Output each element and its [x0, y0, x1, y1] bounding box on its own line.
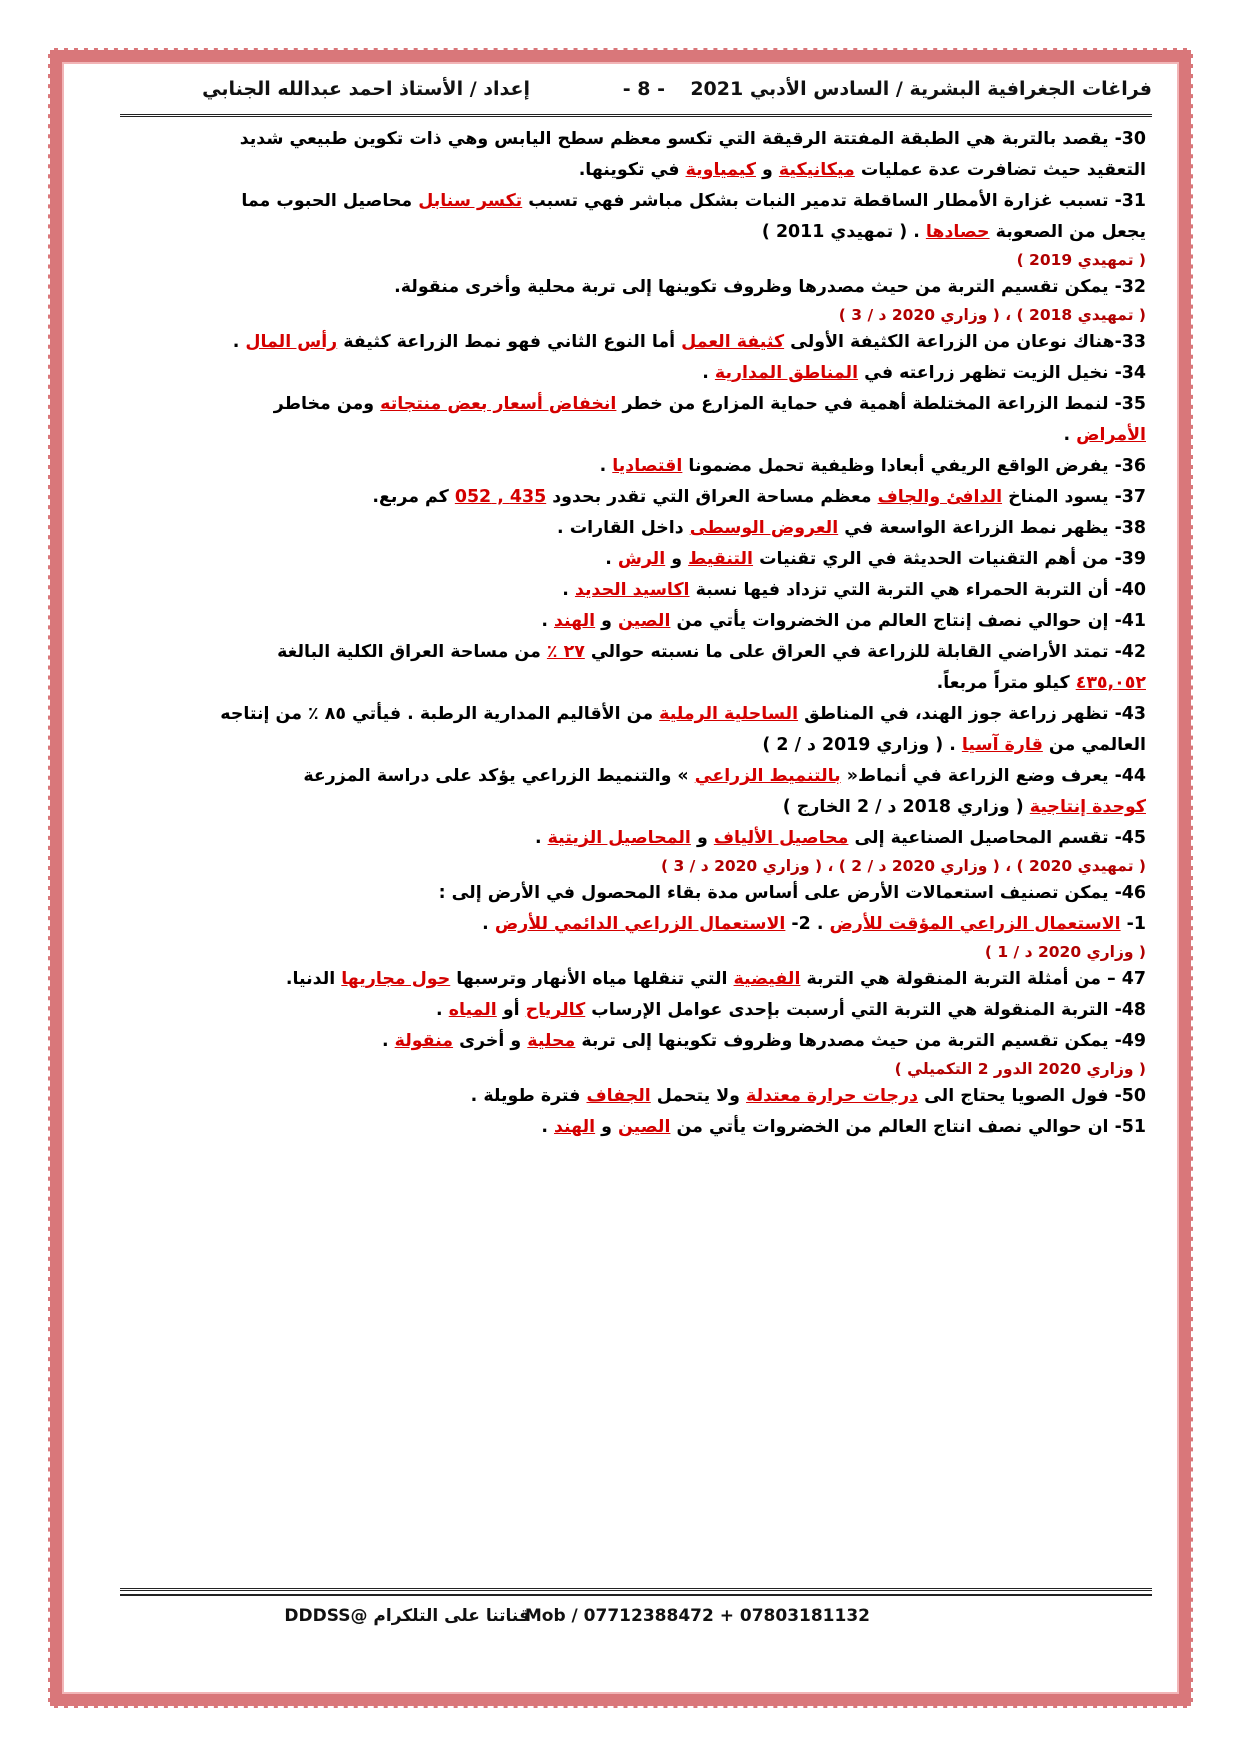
question-text: .: [605, 549, 618, 569]
question-text: ولا يتحمل: [650, 1086, 747, 1106]
answer-text: الهند: [553, 611, 596, 631]
question-text: 35- لنمط الزراعة المختلطة أهمية في حماية المزارع من خطر: [616, 394, 1146, 414]
question-text: » والتنميط الزراعي يؤكد على دراسة المزرعة: [303, 766, 695, 786]
question-text: أما النوع الثاني فهو نمط الزراعة كثيفة: [337, 332, 682, 352]
answer-text: رأس المال: [245, 332, 338, 352]
question-text: 43- تظهر زراعة جوز الهند، في المناطق: [798, 704, 1146, 724]
answer-text: انخفاض أسعار بعض منتجاته: [380, 394, 617, 414]
header-divider: [120, 114, 1152, 117]
answer-text: اقتصاديا: [612, 456, 683, 476]
question-line: [106, 124, 1146, 155]
question-text: 32- يمكن تقسيم التربة من حيث مصدرها وظروف تكوينها إلى تربة محلية وأخرى منقولة.: [394, 277, 1146, 297]
answer-text: الفيضية: [733, 969, 801, 989]
question-text: 41- إن حوالي نصف إنتاج العالم من الخضروات يأتي من: [670, 611, 1146, 631]
question-text: التي تنقلها مياه الأنهار وترسبها: [450, 969, 734, 989]
question-line: [106, 637, 1146, 668]
answer-text: الهند: [553, 1117, 596, 1137]
answer-text: كثيفة العمل: [681, 332, 785, 352]
question-text: معظم مساحة العراق التي تقدر بحدود: [546, 487, 878, 507]
question-line: [106, 730, 1146, 761]
answer-text: منقولة: [394, 1031, 454, 1051]
answer-text: حول مجاريها: [341, 969, 451, 989]
question-line: [106, 451, 1146, 482]
answer-text: حصادها: [925, 222, 990, 242]
question-text: .: [541, 611, 554, 631]
answer-text: بالتنميط الزراعي: [694, 766, 841, 786]
question-line: [106, 327, 1146, 358]
question-text: 49- يمكن تقسيم التربة من حيث مصدرها وظروف تكوينها إلى تربة: [575, 1031, 1146, 1051]
exam-reference: ( وزاري 2020 د / 1 ): [984, 943, 1146, 961]
question-text: في تكوينها.: [578, 160, 686, 180]
exam-reference: ( تمهيدي 2020 ) ، ( وزاري 2020 د / 2 ) ، ( وزاري 2020 د / 3 ): [660, 857, 1146, 875]
exam-reference: ( تمهيدي 2018 ) ، ( وزاري 2020 د / 3 ): [838, 306, 1146, 324]
question-text: 42- تمتد الأراضي القابلة للزراعة في العراق على ما نسبته حوالي: [584, 642, 1146, 662]
question-text: 45- تقسم المحاصيل الصناعية إلى: [848, 828, 1146, 848]
question-text: محاصيل الحبوب مما: [241, 191, 419, 211]
question-line: [106, 823, 1146, 854]
question-text: و: [595, 1117, 619, 1137]
answer-text: العروض الوسطى: [689, 518, 839, 538]
page-number: - 8 -: [622, 78, 665, 100]
answer-text: الرش: [617, 549, 666, 569]
question-text: 44- يعرف وضع الزراعة في أنماط«: [840, 766, 1146, 786]
question-text: داخل القارات .: [557, 518, 690, 538]
question-text: . ( تمهيدي 2011 ): [761, 222, 926, 242]
question-line: [106, 1081, 1146, 1112]
answer-text: محاصيل الألياف: [713, 828, 849, 848]
question-line: [106, 878, 1146, 909]
question-text: 38- يظهر نمط الزراعة الواسعة في: [838, 518, 1146, 538]
question-text: أو: [496, 1000, 526, 1020]
question-text: 33-هناك نوعان من الزراعة الكثيفة الأولى: [784, 332, 1146, 352]
question-line: [106, 761, 1146, 792]
question-text: . 2-: [785, 914, 830, 934]
question-line: [106, 668, 1146, 699]
question-line: [106, 420, 1146, 451]
question-line: [106, 792, 1146, 823]
header-author: إعداد / الأستاذ احمد عبدالله الجنابي: [202, 78, 530, 100]
question-text: ومن مخاطر: [273, 394, 381, 414]
answer-text: الساحلية الرملية: [659, 704, 799, 724]
question-text: 47 – من أمثلة التربة المنقولة هي التربة: [800, 969, 1146, 989]
answer-text: التنقيط: [688, 549, 754, 569]
question-text: 40- أن التربة الحمراء هي التربة التي تزداد فيها نسبة: [689, 580, 1146, 600]
footer-mobile: Mob / 07712388472 + 07803181132: [524, 1606, 870, 1626]
question-line: [106, 1112, 1146, 1143]
question-text: 50- فول الصويا يحتاج الى: [918, 1086, 1146, 1106]
question-text: 48- التربة المنقولة هي التربة التي أرسبت بإحدى عوامل الإرساب: [585, 1000, 1146, 1020]
answer-text: كيمياوية: [685, 160, 756, 180]
question-text: الدنيا.: [285, 969, 342, 989]
question-text: و: [595, 611, 619, 631]
answer-text: المناطق المدارية: [714, 363, 859, 383]
answer-text: الاستعمال الزراعي الدائمي للأرض: [494, 914, 786, 934]
question-text: فترة طويلة .: [470, 1086, 587, 1106]
question-text: و أخرى: [453, 1031, 528, 1051]
question-text: من الأقاليم المدارية الرطبة . فيأتي ٨٥ ٪ من إنتاجه: [220, 704, 660, 724]
answer-text: الأمراض: [1076, 425, 1146, 445]
question-text: .: [382, 1031, 395, 1051]
question-line: [106, 544, 1146, 575]
page-header: [70, 74, 1170, 108]
footer-telegram: قناتنا على التلكرام @DDDSS: [284, 1606, 530, 1626]
answer-text: كوحدة إنتاجية: [1029, 797, 1146, 817]
answer-text: المياه: [448, 1000, 497, 1020]
question-text: 39- من أهم التقنيات الحديثة في الري تقنيات: [753, 549, 1146, 569]
page-footer: [70, 1596, 1170, 1636]
question-text: العالمي من: [1042, 735, 1146, 755]
question-text: و: [690, 828, 714, 848]
question-text: .: [562, 580, 575, 600]
answer-text: الصين: [618, 611, 671, 631]
question-text: 34- نخيل الزيت تظهر زراعته في: [858, 363, 1146, 383]
question-text: .: [534, 828, 548, 848]
answer-text: قارة آسيا: [961, 735, 1043, 755]
answer-text: الصين: [618, 1117, 671, 1137]
question-text: .: [482, 914, 495, 934]
question-line: [106, 155, 1146, 186]
answer-text: تكسر سنابل: [418, 191, 523, 211]
question-line: [106, 217, 1146, 248]
question-line: [106, 575, 1146, 606]
question-line: [106, 699, 1146, 730]
question-text: 37- يسود المناخ: [1002, 487, 1146, 507]
question-text: 30- يقصد بالتربة هي الطبقة المفتتة الرقيقة التي تكسو معظم سطح اليابس وهي ذات تكوين طبيعي شديد: [239, 129, 1146, 149]
question-text: .: [232, 332, 246, 352]
exam-reference: ( تمهيدي 2019 ): [1016, 251, 1146, 269]
question-text: ( وزاري 2018 د / 2 الخارج ): [782, 797, 1030, 817]
question-line: [106, 995, 1146, 1026]
question-text: كم مربع.: [372, 487, 455, 507]
question-text: .: [541, 1117, 554, 1137]
answer-text: الدافئ والجاف: [877, 487, 1003, 507]
document-page: [70, 68, 1170, 1688]
question-text: .: [436, 1000, 449, 1020]
answer-text: المحاصيل الزيتية: [547, 828, 691, 848]
question-text: و: [755, 160, 779, 180]
answer-text: درجات حرارة معتدلة: [746, 1086, 919, 1106]
question-text: من مساحة العراق الكلية البالغة: [277, 642, 547, 662]
question-line: [106, 513, 1146, 544]
question-text: 31- تسبب غزارة الأمطار الساقطة تدمير النبات بشكل مباشر فهي تسبب: [522, 191, 1146, 211]
footer-divider: [120, 1588, 1152, 1591]
question-text: . ( وزاري 2019 د / 2 ): [762, 735, 962, 755]
question-line: [106, 964, 1146, 995]
question-text: 46- يمكن تصنيف استعمالات الأرض على أساس مدة بقاء المحصول في الأرض إلى :: [438, 883, 1146, 903]
answer-text: محلية: [527, 1031, 576, 1051]
question-text: .: [1063, 425, 1077, 445]
question-text: 1-: [1120, 914, 1146, 934]
question-line: [106, 1026, 1146, 1057]
question-line: [106, 909, 1146, 940]
question-text: .: [599, 456, 613, 476]
answer-text: ميكانيكية: [778, 160, 855, 180]
question-line: [106, 389, 1146, 420]
question-line: [106, 606, 1146, 637]
question-text: يجعل من الصعوبة: [989, 222, 1146, 242]
question-text: و: [665, 549, 689, 569]
question-line: [106, 272, 1146, 303]
question-text: 51- ان حوالي نصف انتاج العالم من الخضروات يأتي من: [670, 1117, 1146, 1137]
answer-text: كالرياح: [525, 1000, 586, 1020]
answer-text: الجفاف: [586, 1086, 651, 1106]
answer-text: الاستعمال الزراعي المؤقت للأرض: [829, 914, 1121, 934]
answer-text: ٢٧ ٪: [546, 642, 585, 662]
question-line: [106, 186, 1146, 217]
exam-reference: ( وزاري 2020 الدور 2 التكميلي ): [894, 1060, 1146, 1078]
question-line: [106, 482, 1146, 513]
questions-list: [106, 124, 1146, 1143]
answer-text: 435 , 052: [454, 487, 547, 507]
question-text: 36- يفرض الواقع الريفي أبعادا وظيفية تحمل مضمونا: [682, 456, 1146, 476]
question-text: التعقيد حيث تضافرت عدة عمليات: [854, 160, 1146, 180]
answer-text: ٤٣٥,٠٥٢: [1075, 673, 1146, 693]
answer-text: اكاسيد الحديد: [574, 580, 690, 600]
header-title: فراغات الجغرافية البشرية / السادس الأدبي 2021: [690, 78, 1152, 100]
question-text: كيلو متراً مربعاً.: [936, 673, 1076, 693]
question-line: [106, 358, 1146, 389]
question-text: .: [702, 363, 715, 383]
